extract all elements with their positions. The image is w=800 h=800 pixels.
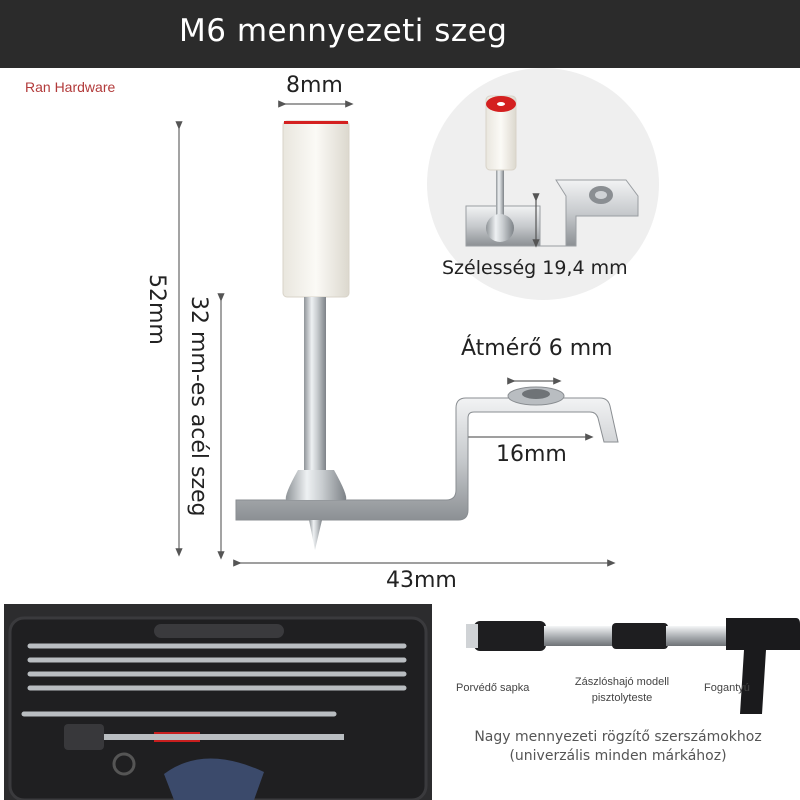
tool-panel [436,604,800,800]
inset-detail [466,96,638,246]
dimension-lines [179,104,612,563]
handle-part [726,618,800,714]
hole-diameter-label: Átmérő 6 mm [461,336,613,361]
nail-cap [283,121,349,297]
dust-cap-part [474,621,546,651]
flagship-body-label [574,674,670,706]
hook-length-label: 16mm [496,442,567,467]
nail-tip [309,520,322,550]
tool-caption-line2: (univerzális minden márkához) [509,748,727,764]
handle-label: Fogantyú [704,682,750,694]
tool-case-illustration [4,604,432,800]
width-label: Szélesség 19,4 mm [442,257,628,279]
total-length-label: 52mm [144,274,169,345]
brand-label: Ran Hardware [25,79,116,95]
nail-washer [286,470,347,500]
nail-shank [304,297,326,472]
tool-caption-line1: Nagy mennyezeti rögzítő szerszámokhoz [474,729,762,745]
base-length-label: 43mm [386,568,457,593]
cap-diameter-label: 8mm [286,73,343,98]
cap-red-rim [284,121,348,124]
dust-cap-label: Porvédő sapka [456,682,530,694]
fastening-tool-illustration [436,604,800,724]
flagship-body-label-line1: Zászlóshajó modell [574,676,670,688]
steel-nail-label: 32 mm-es acél szeg [186,296,211,517]
nail [283,121,349,550]
page-title: M6 mennyezeti szeg [179,13,508,49]
flagship-body-label-line2: pisztolyteste [591,692,653,704]
tool-case-photo [4,604,432,800]
